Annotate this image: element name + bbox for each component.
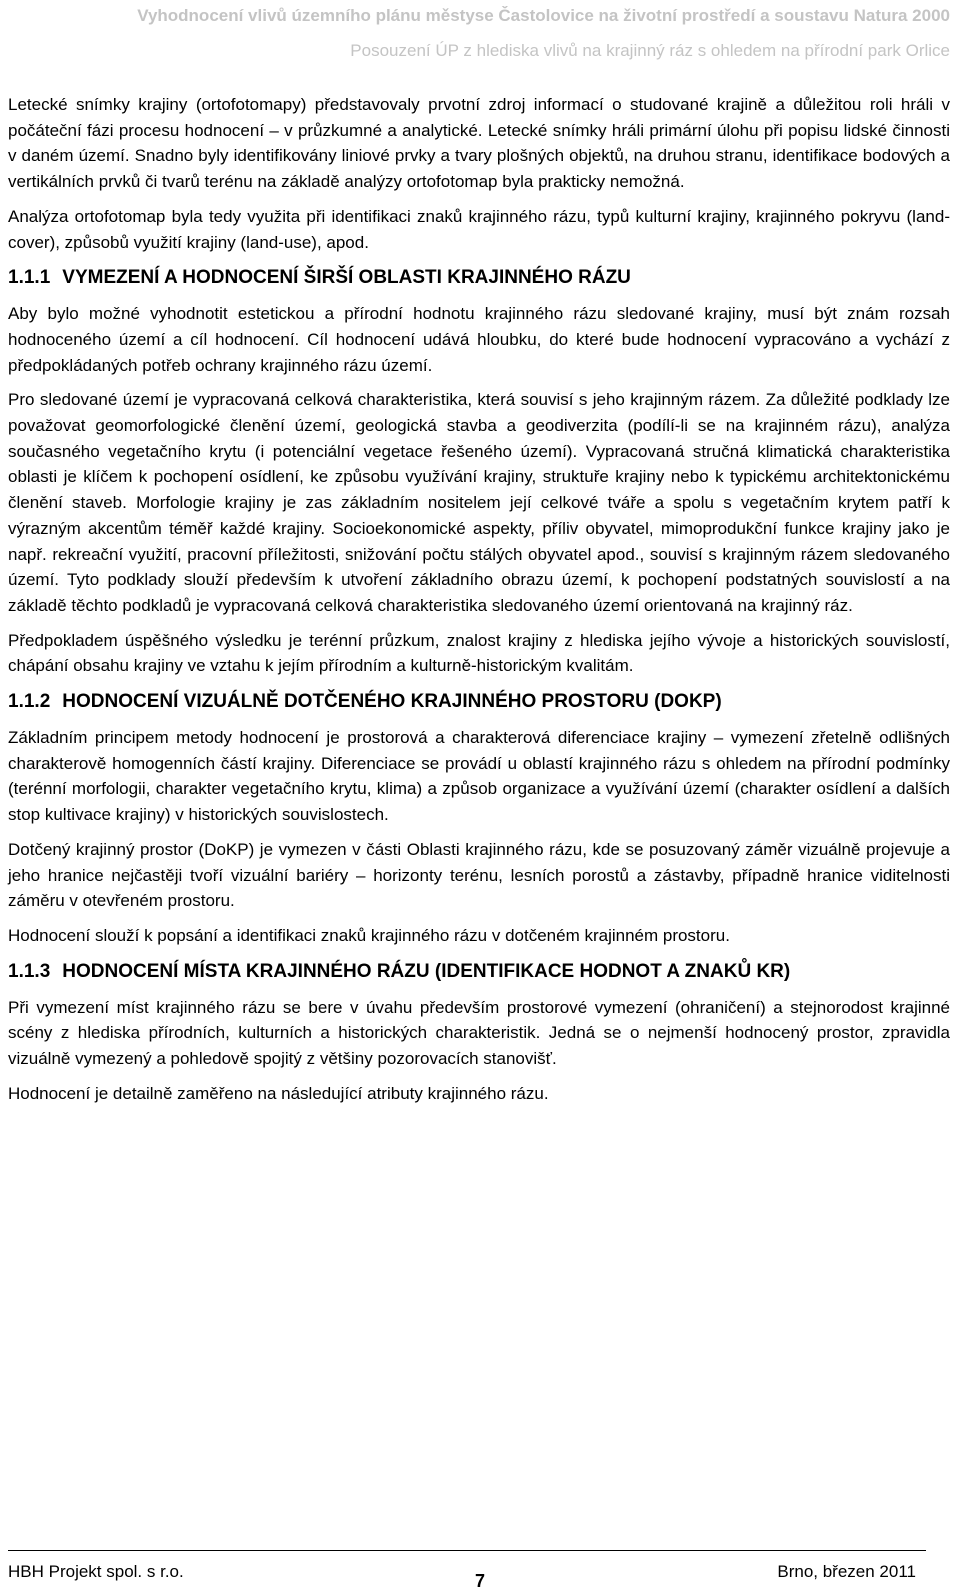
section-heading-1-1-1: [8, 265, 950, 291]
section-number: 1.1.3: [8, 960, 51, 982]
page-number: 7: [474, 1571, 485, 1591]
paragraph-attributes-intro: Hodnocení je detailně zaměřeno na následující atributy krajinného rázu.: [8, 1083, 549, 1103]
section-title: HODNOCENÍ MÍSTA KRAJINNÉHO RÁZU (IDENTIFIKACE HODNOT A ZNAKŮ KR): [62, 960, 791, 982]
header-document-title: Vyhodnocení vlivů územního plánu městyse Častolovice na životní prostředí a soustavu Natura 2000: [137, 6, 950, 25]
document-body: [8, 92, 950, 1116]
paragraph-assessment-purpose: Hodnocení slouží k popsání a identifikaci znaků krajinného rázu v dotčeném krajinném prostoru.: [8, 925, 730, 945]
paragraph-dokp-definition: Dotčený krajinný prostor (DoKP) je vymezen v části Oblasti krajinného rázu, kde se posuzovaný záměr vizuálně projevuje a jeho hranice nejčastěji tvoří vizuální bariéry – horizonty terénu, lesních porostů a zástavby, případně hranice viditelnosti záměru v otevřeném prostoru.: [8, 839, 950, 911]
section-heading-1-1-2: [8, 689, 950, 715]
section-title: HODNOCENÍ VIZUÁLNĚ DOTČENÉHO KRAJINNÉHO PROSTORU (DOKP): [62, 691, 722, 713]
paragraph-aerial-images: Letecké snímky krajiny (ortofotomapy) představovaly prvotní zdroj informací o studované krajině a důležitou roli hráli v počáteční fázi procesu hodnocení – v průzkumné a analytické. Letecké snímky hráli primární úlohu při popisu lidské činnosti v daném území. Snadno byly identifikovány liniové prvky a tvary plošných objektů, na druhou stranu, identifikace bodových a vertikálních prvků či tvarů terénu na základě analýzy ortofotomap byla prakticky nemožná.: [8, 95, 950, 192]
paragraph-orthophoto-analysis: Analýza ortofotomap byla tedy využita při identifikaci znaků krajinného rázu, typů kulturní krajiny, krajinného pokryvu (land-cover), způsobů využití krajiny (land-use), apod.: [8, 206, 950, 252]
footer-divider: [8, 1550, 926, 1551]
paragraph-characteristics: Pro sledované území je vypracovaná celková charakteristika, která souvisí s jeho krajinným rázem. Za důležité podklady lze považovat geomorfologické členění území, geologická stavba a geodiverzita (podílí-li se na krajinném rázu), analýza současného vegetačního krytu (i potenciální vegetace řešeného území). Vypracovaná stručná klimatická charakteristika oblasti je klíčem k pochopení osídlení, ke způsobu využívání krajiny, struktuře krajiny nebo k typickému architektonickému členění staveb. Morfologie krajiny je zas základním nositelem její celkové tváře a spolu s vegetačním krytem patří k výrazným akcentům téměř každé krajiny. Socioekonomické aspekty, příliv obyvatel, mimoprodukční funkce krajiny jako je např. rekreační využití, pracovní příležitosti, snižování počtu stálých obyvatel apod., souvisí s krajinným rázem sledovaného území. Tyto podklady slouží především k utvoření základního obrazu území, k pochopení podstatných souvislostí a na základě těchto podkladů je vypracovaná celková charakteristika sledovaného území orientovaná na krajinný ráz.: [8, 390, 950, 615]
paragraph-method-principle: Základním principem metody hodnocení je prostorová a charakterová diferenciace krajiny – vymezení zřetelně odlišných charakterově homogenních částí krajiny. Diferenciace se provádí u oblastí krajinného rázu s ohledem na přírodní podmínky (terénní morfologii, charakter vegetačního krytu, klima) a způsob organizace a využívání území (charakter osídlení a dalších stop kultivace krajiny) v historických souvislostech.: [8, 728, 950, 825]
header-chapter-title: Posouzení ÚP z hlediska vlivů na krajinný ráz s ohledem na přírodní park Orlice: [350, 41, 950, 60]
section-number: 1.1.2: [8, 691, 51, 713]
paragraph-assessment-scope: Aby bylo možné vyhodnotit estetickou a přírodní hodnotu krajinného rázu sledované krajiny, musí být znám rozsah hodnoceného území a cíl hodnocení. Cíl hodnocení udává hloubku, do které bude hodnocení vypracováno a vychází z předpokládaných potřeb ochrany krajinného rázu území.: [8, 304, 950, 375]
page-footer: [0, 1550, 960, 1593]
section-heading-1-1-3: [8, 959, 950, 985]
footer-company: HBH Projekt spol. s r.o.: [8, 1562, 184, 1581]
footer-date: Brno, březen 2011: [777, 1562, 916, 1581]
section-title: VYMEZENÍ A HODNOCENÍ ŠIRŠÍ OBLASTI KRAJINNÉHO RÁZU: [62, 267, 631, 289]
paragraph-field-survey: Předpokladem úspěšného výsledku je terénní průzkum, znalost krajiny z hlediska jejího vývoje a historických souvislostí, chápání obsahu krajiny ve vztahu k jejím přírodním a kulturně-historickým kvalitám.: [8, 630, 950, 676]
paragraph-place-definition: Při vymezení míst krajinného rázu se bere v úvahu především prostorové vymezení (ohraničení) a stejnorodost krajinné scény z hlediska přírodních, kulturních a historických charakteristik. Jedná se o nejmenší hodnocený prostor, zpravidla vizuálně vymezený a pohledově spojitý z většiny pozorovacích stanovišť.: [8, 997, 950, 1069]
section-number: 1.1.1: [8, 267, 51, 289]
